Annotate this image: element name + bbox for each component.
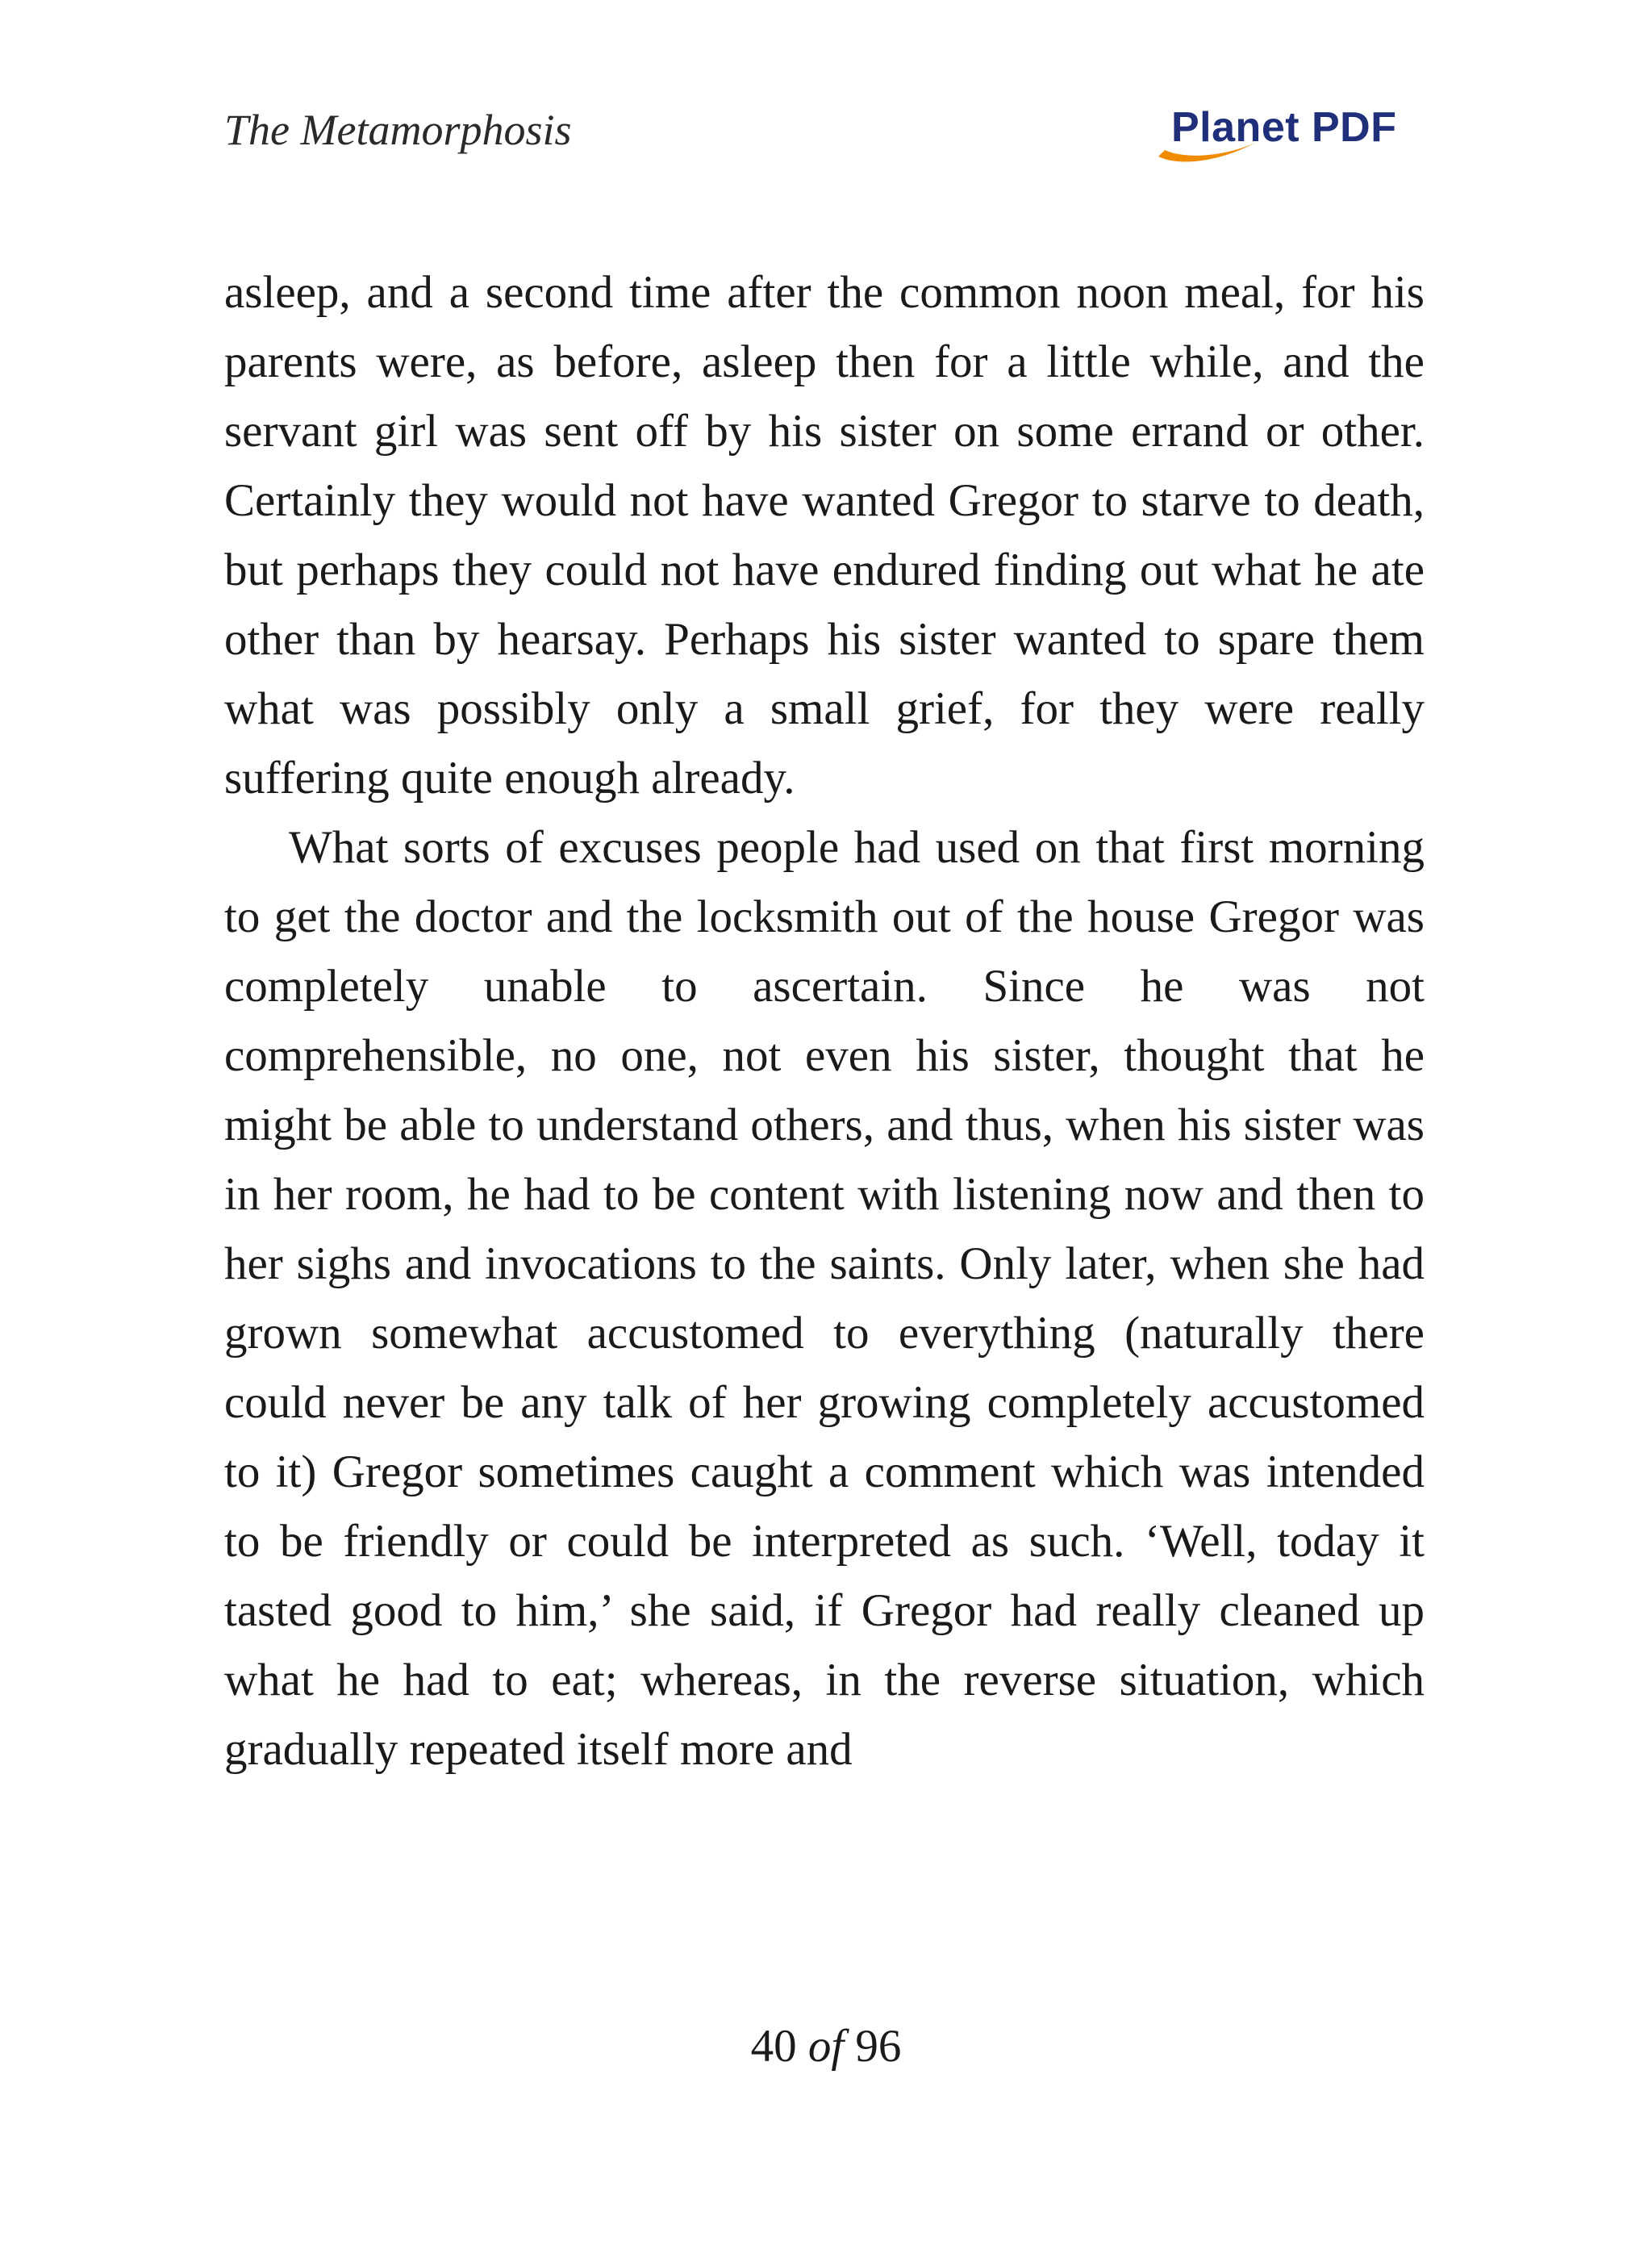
page-number: 40 [750,2021,797,2072]
page-of-word: of [807,2021,845,2072]
planet-pdf-logo [1153,103,1404,168]
paragraph: What sorts of excuses people had used on that first morning to get the doctor and the locksmith out of the house Gregor was completely unable to ascertain. Since he was not comprehensible, no one, not even his sister, thought that he might be able to understand others, and thus, when his sister was in her room, he had to be content with listening now and then to her sighs and invocations to the saints. Only later, when she had grown somewhat accustomed to everything (naturally there could never be any talk of her growing completely accustomed to it) Gregor sometimes caught a comment which was intended to be friendly or could be interpreted as such. ‘Well, today it tasted good to him,’ she said, if Gregor had really cleaned up what he had to eat; whereas, in the reverse situation, which gradually repeated itself more and [224,822,1425,1775]
logo-text: Planet PDF [1171,104,1397,151]
page-body [224,258,1425,1784]
paragraph-continued: asleep, and a second time after the common noon meal, for his parents were, as before, asleep then for a little while, and the servant girl was sent off by his sister on some errand or other. Certainly they would not have wanted Gregor to starve to death, but perhaps they could not have endured finding out what he ate other than by hearsay. Perhaps his sister wanted to spare them what was possibly only a small grief, for they were really suffering quite enough already. [224,267,1425,804]
total-pages: 96 [855,2021,902,2072]
book-title: The Metamorphosis [224,106,572,154]
page-footer [0,2021,1652,2072]
page-header [224,103,1428,168]
